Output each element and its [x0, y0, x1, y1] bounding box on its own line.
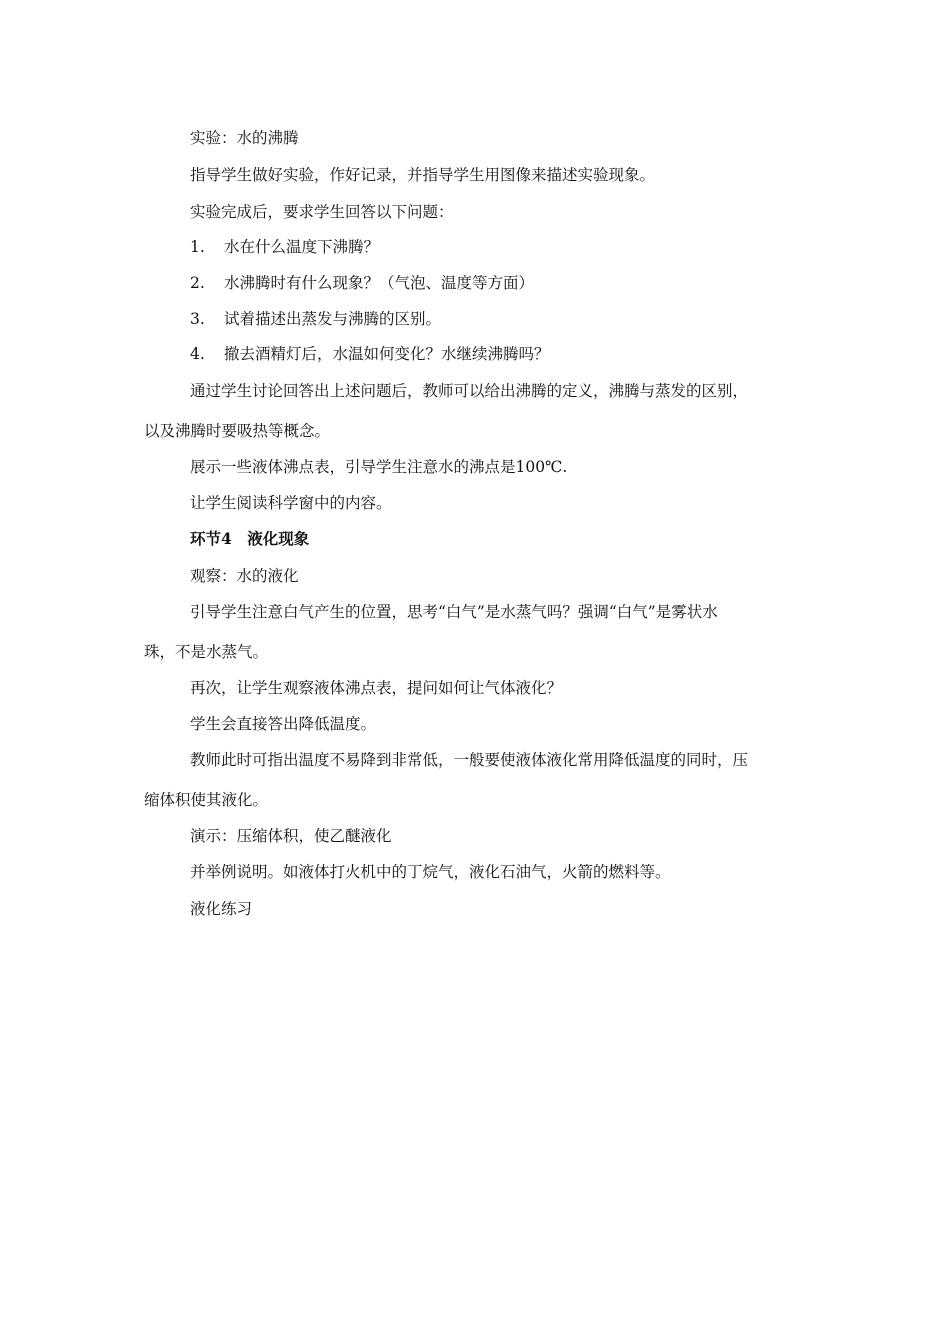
section-heading: 环节4 液化现象 [190, 529, 310, 548]
teacher-explanation-line-2: 缩体积使其液化。 [144, 791, 269, 809]
question-number: 3. [190, 310, 205, 328]
question-item-3 [190, 309, 441, 329]
practice-heading: 液化练习 [190, 900, 253, 918]
question-item-4 [190, 344, 550, 364]
experiment-title: 实验：水的沸腾 [190, 129, 299, 147]
question-number: 4. [190, 345, 205, 363]
science-window-note: 让学生阅读科学窗中的内容。 [190, 494, 392, 512]
boiling-discussion-line-2: 以及沸腾时要吸热等概念。 [144, 422, 331, 440]
question-text: 水在什么温度下沸腾？ [224, 238, 380, 256]
question-number: 1. [190, 238, 205, 256]
teacher-explanation-line-1: 教师此时可指出温度不易降到非常低，一般要使液体液化常用降低温度的同时，压 [190, 751, 749, 769]
boiling-point-table-note: 展示一些液体沸点表，引导学生注意水的沸点是100℃. [190, 458, 568, 476]
question-text: 撤去酒精灯后，水温如何变化？水继续沸腾吗？ [224, 345, 550, 363]
liquefaction-question: 再次，让学生观察液体沸点表，提问如何让气体液化？ [190, 679, 563, 697]
demonstration-title: 演示：压缩体积，使乙醚液化 [190, 827, 392, 845]
instruction-paragraph: 指导学生做好实验，作好记录，并指导学生用图像来描述实验现象。 [190, 166, 656, 184]
question-text: 试着描述出蒸发与沸腾的区别。 [224, 310, 442, 328]
question-item-2 [190, 273, 534, 293]
student-answer-note: 学生会直接答出降低温度。 [190, 715, 377, 733]
boiling-discussion-line-1: 通过学生讨论回答出上述问题后，教师可以给出沸腾的定义，沸腾与蒸发的区别， [190, 382, 749, 400]
questions-intro: 实验完成后，要求学生回答以下问题： [190, 203, 454, 221]
white-gas-paragraph-line-2: 珠，不是水蒸气。 [144, 643, 269, 661]
question-number: 2. [190, 274, 205, 292]
question-item-1 [190, 237, 379, 257]
examples-paragraph: 并举例说明。如液体打火机中的丁烷气，液化石油气，火箭的燃料等。 [190, 863, 671, 881]
white-gas-paragraph-line-1: 引导学生注意白气产生的位置，思考“白气”是水蒸气吗？强调“白气”是雾状水 [190, 603, 718, 621]
observation-title: 观察：水的液化 [190, 567, 299, 585]
question-text: 水沸腾时有什么现象？（气泡、温度等方面） [224, 274, 535, 292]
